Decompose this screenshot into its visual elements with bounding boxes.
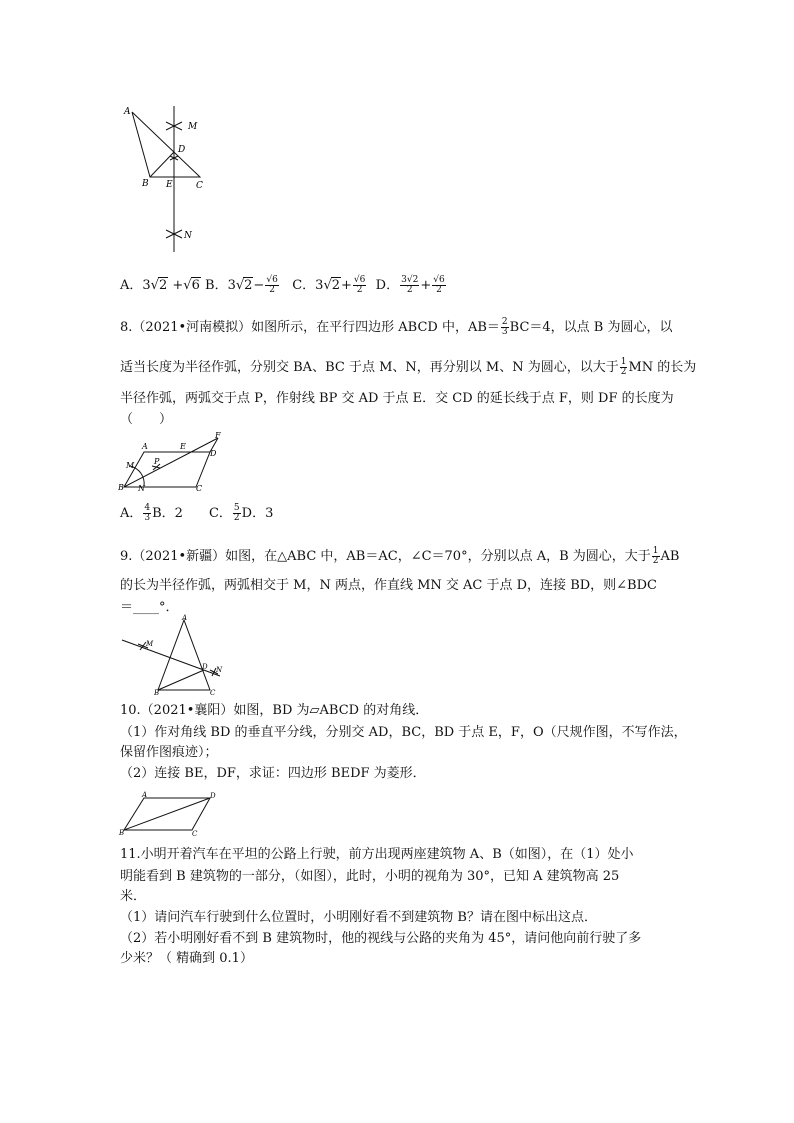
q7-option-b: B．3	[205, 278, 236, 293]
q7-option-d: D．	[375, 278, 400, 293]
q10-line-4: （2）连接 BE，DF，求证：四边形 BEDF 为菱形．	[120, 766, 426, 781]
fig7-label-a: A	[124, 107, 131, 117]
fig7-label-b: B	[142, 179, 149, 189]
q11-line-5: （2）若小明刚好看不到 B 建筑物时，他的视线与公路的夹角为 45°，请问他向前行驶了多	[120, 931, 642, 946]
fig10-label-b: B	[119, 829, 125, 836]
fig8-label-b: B	[118, 483, 124, 492]
fig8-label-a: A	[142, 442, 148, 451]
fig9-label-m: M	[146, 640, 154, 648]
q8-line-2: 适当长度为半径作弧，分别交 BA、BC 于点 M、N，再分别以 M、N 为圆心，以大于 $\frac{1}{2}$ MN 的长为	[120, 357, 697, 377]
q9-line-2: 的长为半径作弧，两弧相交于 M，N 两点，作直线 MN 交 AC 于点 D，连接 BD，则∠BDC	[120, 578, 657, 593]
fig8-label-f: F	[215, 431, 221, 440]
fig7-label-e: E	[166, 180, 173, 190]
q7-option-a: A．3	[120, 278, 151, 293]
q8-line-3: 半径作弧，两弧交于点 P，作射线 BP 交 AD 于点 E．交 CD 的延长线于点 F，则 DF 的长度为	[120, 391, 674, 406]
fig8-label-d: D	[210, 449, 217, 458]
q11-line-6: 少米？（ 精确到 0.1）	[120, 951, 253, 966]
q10-figure	[118, 790, 218, 836]
fig10-label-c: C	[192, 830, 198, 836]
fig7-label-m: M	[188, 122, 198, 132]
q9-figure	[118, 614, 228, 696]
fig9-label-n: N	[216, 666, 223, 674]
fig9-label-b: B	[154, 689, 160, 696]
q9-line-3: ＝____°．	[120, 600, 179, 615]
q7-options: A．3√2 +√6 B．3√2− $\frac{√6}{2}$ C．3√2+ $\frac{√6}{2}$ D． $\frac{3√2}{2}$ + $\frac{√6}{2}$	[120, 275, 445, 295]
q11-line-1: 11.小明开着汽车在平坦的公路上行驶，前方出现两座建筑物 A、B（如图），在（1）处小	[120, 847, 634, 862]
q10-line-1: 10.（2021•襄阳）如图，BD 为▱ABCD 的对角线．	[120, 703, 429, 718]
q10-line-3: 保留作图痕迹）；	[120, 745, 218, 760]
fig7-label-c: C	[196, 181, 203, 191]
fig7-label-d: D	[178, 145, 186, 155]
fig8-label-e: E	[180, 442, 186, 451]
q8-options: A． $\frac{4}{3}$ B．2 C． $\frac{5}{2}$ D．3	[120, 503, 274, 523]
q8-figure	[118, 430, 228, 492]
fig9-label-d: D	[202, 663, 208, 671]
q11-line-3: 米．	[120, 889, 147, 904]
fig10-label-a: A	[142, 791, 148, 799]
q8-line-4: （ ）	[120, 412, 173, 427]
fig10-label-d: D	[210, 792, 216, 800]
q11-line-2: 明能看到 B 建筑物的一部分，（如图），此时，小明的视角为 30°，已知 A 建筑物高 25	[120, 869, 620, 884]
q10-line-2: （1）作对角线 BD 的垂直平分线，分别交 AD，BC，BD 于点 E，F，O（尺规作图，不写作法，	[120, 725, 687, 740]
fig9-label-c: C	[210, 689, 216, 696]
fig9-label-a: A	[182, 614, 188, 622]
q7-figure	[118, 102, 218, 257]
fig7-label-n: N	[184, 231, 192, 241]
q8-line-1: 8.（2021•河南模拟）如图所示，在平行四边形 ABCD 中，AB＝ $\frac{2}{3}$ BC＝4，以点 B 为圆心，以	[120, 317, 673, 337]
q7-option-c: C．3	[292, 278, 324, 293]
fig8-label-n: N	[138, 484, 145, 492]
q11-line-4: （1）请问汽车行驶到什么位置时，小明刚好看不到建筑物 B？请在图中标出这点．	[120, 910, 597, 925]
q9-line-1: 9.（2021•新疆）如图，在△ABC 中，AB＝AC，∠C＝70°，分别以点 A，B 为圆心，大于 $\frac{1}{2}$ AB	[120, 546, 680, 566]
fig8-label-m: M	[126, 461, 135, 470]
fig8-label-p: P	[154, 457, 160, 466]
fig8-label-c: C	[196, 484, 203, 492]
